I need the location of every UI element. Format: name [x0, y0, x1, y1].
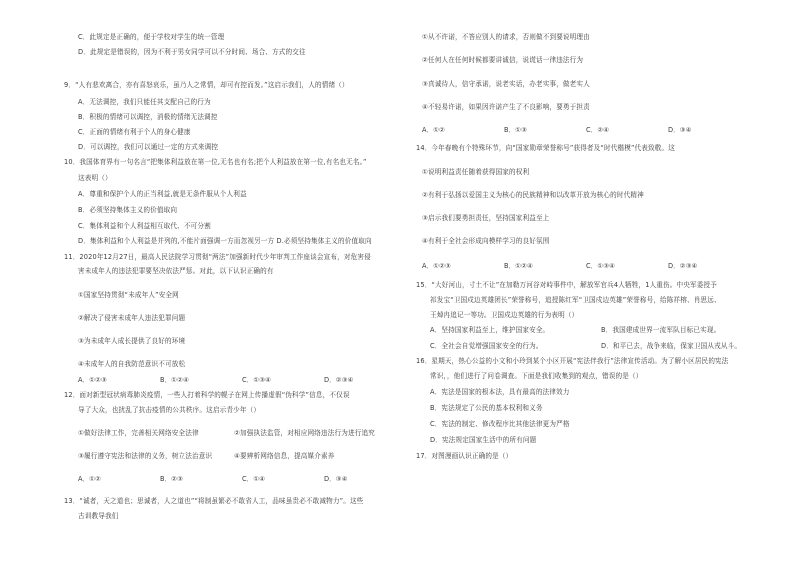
- question-16-line-1: 16．星期天，热心公益的小文和小玲到某个小区开展“宪法伴我行”法律宣传活动。为了解小区居民的宪法: [416, 357, 729, 365]
- q9-option-d: D．可以调控，我们可以通过一定的方式来调控: [78, 143, 219, 151]
- q14-statement-2: ②有利于弘扬以爱国主义为核心的民族精神和以改革开放为核心的时代精神: [422, 191, 644, 199]
- q11-statement-2: ②解决了侵害未成年人违法犯罪问题: [78, 314, 186, 322]
- question-11-line-2: 害未成年人的违法犯罪要坚决依法严惩。对此，以下认识正确的有: [78, 267, 274, 275]
- q13-answer-options: [422, 126, 762, 135]
- question-11-line-1: 11．2020年12月27日，最高人民法院学习贯彻“两法”加强新时代少年审判工作座谈会宣布，对危害侵: [64, 253, 371, 261]
- question-12-line-2: 导了大众，也扰乱了抗击疫情的公共秩序。这启示青少年（）: [78, 406, 261, 414]
- q12-option-c: C．①④: [242, 475, 266, 483]
- q14-option-a: A．①②③: [422, 262, 451, 270]
- q10-option-b: B．必须坚持集体主义的价值取向: [78, 206, 178, 214]
- q13-statement-3: ③真诚待人，信守承诺，说老实话，办老实事，做老实人: [422, 80, 590, 88]
- q13-option-c: C．②④: [586, 126, 610, 134]
- q13-option-b: B．①③: [504, 126, 527, 134]
- q14-option-d: D．②③④: [668, 262, 698, 270]
- q16-option-d: D．宪法规定国家生活中的所有问题: [430, 436, 537, 444]
- q15-option-c: C．全社会自觉增强国家安全的行为。: [430, 342, 543, 350]
- q12-statement-3: ③履行遵守宪法和法律的义务，树立法治意识: [78, 452, 213, 460]
- q14-statement-4: ④有利于全社会形成向模样学习的良好氛围: [422, 237, 550, 245]
- q15-option-b: B．我国建成世界一流军队目标已实现。: [601, 326, 721, 334]
- q12-option-b: B．②③: [160, 475, 183, 483]
- question-9: 9．“人有悲欢离合，亦有喜怒哀乐，虽乃人之常情，却可有控而发。”这启示我们，人的情绪（）: [64, 81, 349, 89]
- q13-statement-1: ①从不许诺，不答应别人的请求，否则做不到要说明理由: [422, 33, 590, 41]
- q13-option-a: A．①②: [422, 126, 445, 134]
- q14-option-c: C．①③④: [586, 262, 615, 270]
- q16-option-c: C．宪法的制定、修改程序比其他法律更为严格: [430, 420, 570, 428]
- q11-option-a: A．①②③: [78, 376, 107, 384]
- q15-option-a: A．坚持国家利益至上，维护国家安全。: [430, 326, 550, 334]
- question-14: 14．今年春晚有个特殊环节，向“国家勋章荣誉称号”获得者及“时代楷模”代表致敬。这: [416, 144, 675, 152]
- q15-option-d: D．和平已去，战争来临，保家卫国从戎从斗。: [601, 342, 742, 350]
- question-16-line-2: 常识，，他们进行了问卷调查。下面是我们收集到的观点，错误的是（）: [430, 372, 643, 380]
- q16-option-a: A．宪法是国家的根本法，具有最高的法律效力: [430, 388, 570, 396]
- q9-option-b: B．积极的情绪可以调控，消极的情绪无法调控: [78, 113, 218, 121]
- prev-option-d: D．此规定是错误的，因为不利于男女同学可以不分时间、场合、方式的交往: [78, 48, 306, 56]
- q10-option-a: A．尊重和保护个人的正当利益,就是无条件服从个人利益: [78, 190, 247, 198]
- q11-statement-4: ④未成年人的自我防范意识不可放松: [78, 360, 186, 368]
- q11-option-b: B．①②④: [160, 376, 189, 384]
- q14-statement-3: ③启示我们要勇担责任，坚持国家利益至上: [422, 214, 550, 222]
- q11-statement-1: ①国家坚持贯彻“未成年人”安全网: [78, 291, 179, 299]
- q13-statement-4: ④不轻易许诺，如果因许诺产生了不良影响，要勇于担责: [422, 103, 590, 111]
- q14-statement-1: ①说明利益责任随着获得国家的权利: [422, 168, 530, 176]
- question-12-line-1: 12．面对新型冠状病毒肺炎疫情，一些人打着科学的幌子在网上传播虚假“伪科学”信息，不仅误: [64, 391, 350, 399]
- q11-option-d: D．②③④: [324, 376, 354, 384]
- question-13-line-1: 13．“诚者，天之道也；思诚者，人之道也”“将制虽繁必不敢省人工，品味虽贵必不敢减物力”。这些: [64, 497, 364, 505]
- question-15-line-1: 15．“大好河山，寸土不让”在加勒万河谷对峙事件中，解放军官兵4人牺牲，1人重伤。中央军委授予: [416, 281, 718, 289]
- right-column: [416, 0, 776, 562]
- q12-option-a: A．①②: [78, 475, 101, 483]
- q13-option-d: D．③④: [668, 126, 692, 134]
- q11-answer-options: [78, 376, 418, 385]
- q11-option-c: C．①③④: [242, 376, 271, 384]
- q14-answer-options: [422, 262, 762, 271]
- q12-statement-4: ④要辨析网络信息，提高媒介素养: [234, 452, 335, 460]
- question-10-line-2: 这表明（）: [78, 174, 112, 182]
- prev-option-c: C．此规定是正确的，便于学校对学生的统一管理: [78, 33, 225, 41]
- q11-statement-3: ③为未成年人成长提供了良好的环境: [78, 337, 186, 345]
- q12-option-d: D．③④: [324, 475, 348, 483]
- q13-statement-2: ②任何人在任何时候都要讲诚信，说谎话一律违法行为: [422, 56, 584, 64]
- q9-option-a: A．无法调控，我们只能任其支配自己的行为: [78, 98, 211, 106]
- q14-option-b: B．①②④: [504, 262, 533, 270]
- question-15-line-3: 王焯冉追记一等功。卫国戍边英雄的行为表明（）: [430, 311, 579, 319]
- question-15-line-2: 祁发宝“卫国戍边英雄团长”荣誉称号，追授陈红军“卫国戍边英雄”荣誉称号，给陈祥榕、肖思远、: [430, 296, 721, 304]
- q12-statement-2: ②加强执法监管，对相应网络违法行为进行追究: [234, 429, 375, 437]
- q16-option-b: B．宪法规定了公民的基本权利和义务: [430, 404, 543, 412]
- left-column: [64, 0, 424, 562]
- q12-answer-options: [78, 475, 418, 484]
- q9-option-c: C．正面的情绪有利于个人的身心健康: [78, 128, 191, 136]
- question-17: 17．对图漫画认识正确的是（）: [416, 452, 513, 460]
- question-10-line-1: 10．我国体育界有一句名言“把集体利益放在第一位,无名也有名;把个人利益放在第一位,有名也无名。”: [64, 158, 367, 166]
- q10-option-c: C．集体利益和个人利益相互取代、不可分割: [78, 222, 211, 230]
- q12-statement-1: ①做好法律工作，完善相关网络安全法律: [78, 429, 199, 437]
- question-13-line-2: 古训教导我们: [78, 512, 119, 520]
- q10-option-d: D．集体利益和个人利益是并列的,不能片面强调一方而忽视另一方 D.必须坚持集体主义的价值取向: [78, 237, 372, 245]
